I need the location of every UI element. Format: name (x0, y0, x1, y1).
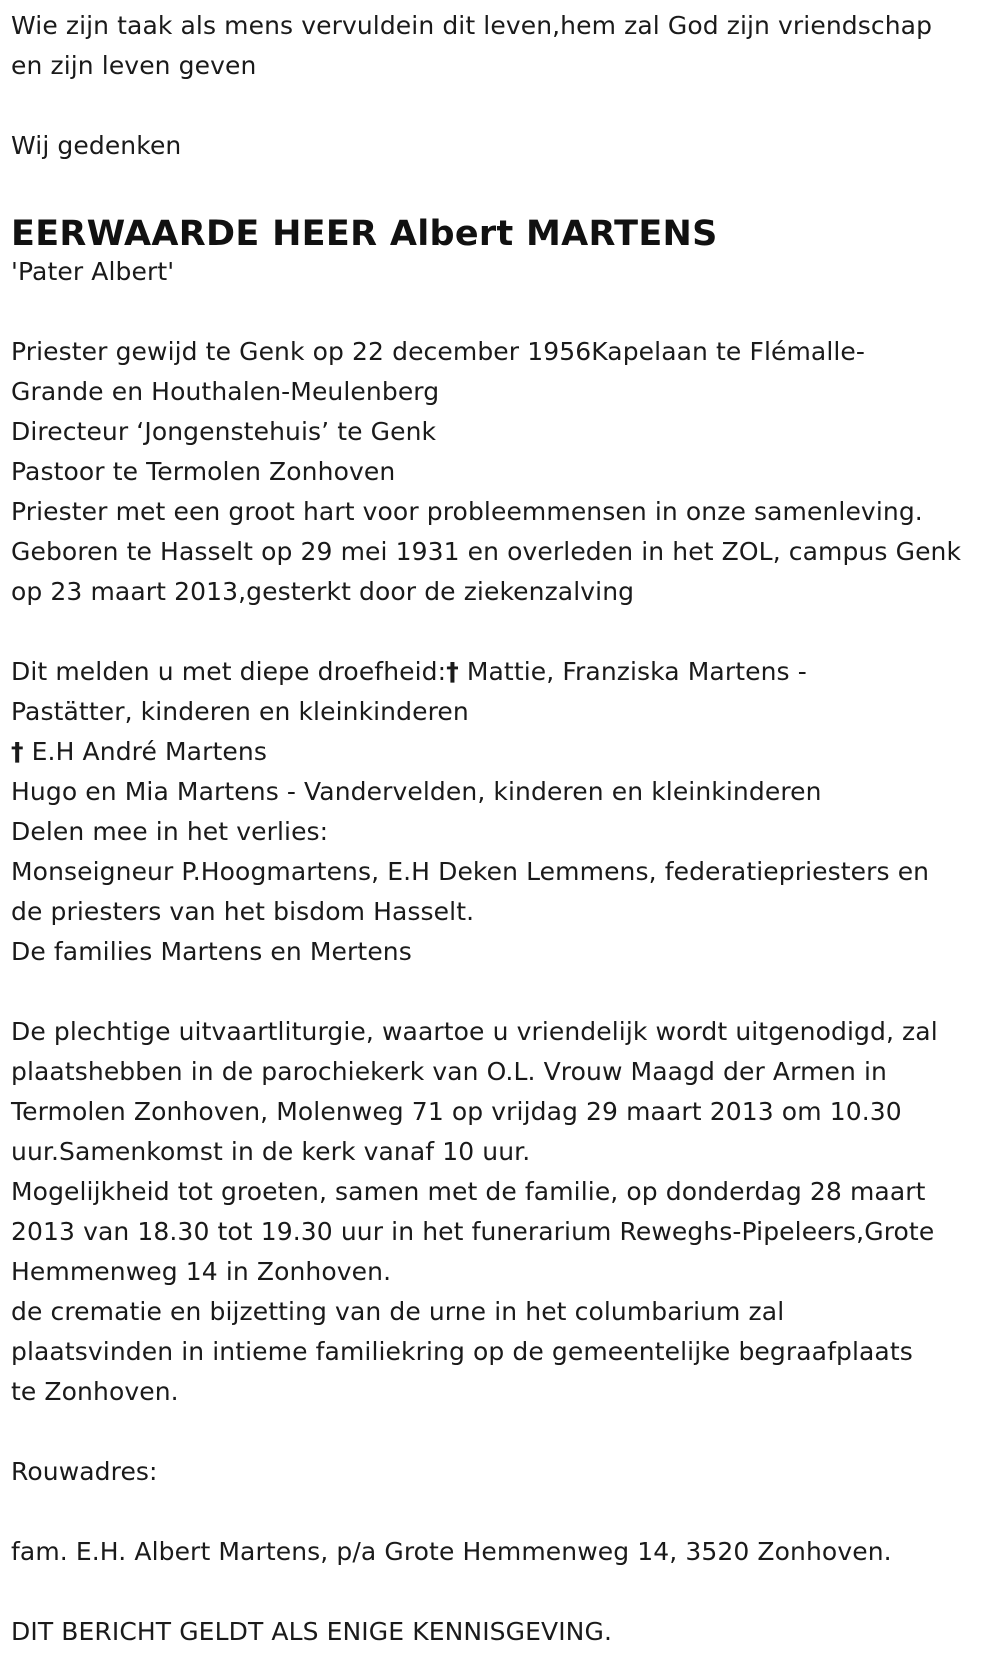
motto-line-2: en zijn leven geven (11, 51, 257, 80)
ceremony-line: 2013 van 18.30 tot 19.30 uur in het funerarium Reweghs-Pipeleers,Grote (11, 1217, 935, 1246)
spacer (11, 86, 990, 126)
spacer (11, 292, 990, 332)
cross-icon: † (446, 657, 459, 686)
ceremony-line: te Zonhoven. (11, 1377, 179, 1406)
family-member: Mattie, Franziska Martens - (458, 657, 807, 686)
spacer (11, 1572, 990, 1612)
ceremony-line: plaatshebben in de parochiekerk van O.L. Vrouw Maagd der Armen in (11, 1057, 887, 1086)
motto-line-1: Wie zijn taak als mens vervuldein dit leven,hem zal God zijn vriendschap (11, 11, 933, 40)
ceremony-line: Termolen Zonhoven, Molenweg 71 op vrijdag 29 maart 2013 om 10.30 (11, 1097, 902, 1126)
closing-text: DIT BERICHT GELDT ALS ENIGE KENNISGEVING. (11, 1617, 612, 1646)
cross-icon: † (11, 737, 24, 766)
family-line: Monseigneur P.Hoogmartens, E.H Deken Lemmens, federatiepriesters en (11, 857, 930, 886)
spacer (11, 972, 990, 1012)
family-line-3 (11, 732, 990, 772)
biography-line: Geboren te Hasselt op 29 mei 1931 en overleden in het ZOL, campus Genk (11, 537, 962, 566)
biography-line: Priester met een groot hart voor probleemmensen in onze samenleving. (11, 497, 923, 526)
ceremony-line: De plechtige uitvaartliturgie, waartoe u vriendelijk wordt uitgenodigd, zal (11, 1017, 938, 1046)
address-label: Rouwadres: (11, 1457, 158, 1486)
spacer (11, 166, 990, 206)
spacer (11, 1492, 990, 1532)
ceremony-line: Hemmenweg 14 in Zonhoven. (11, 1257, 392, 1286)
biography-line: Priester gewijd te Genk op 22 december 1956Kapelaan te Flémalle- (11, 337, 866, 366)
family-line: Delen mee in het verlies: (11, 817, 329, 846)
family-line-2: Pastätter, kinderen en kleinkinderen (11, 697, 469, 726)
ceremony-line: Mogelijkheid tot groeten, samen met de familie, op donderdag 28 maart (11, 1177, 926, 1206)
ceremony-line: uur.Samenkomst in de kerk vanaf 10 uur. (11, 1137, 531, 1166)
deceased-nickname: 'Pater Albert' (11, 257, 175, 286)
biography-line: Pastoor te Termolen Zonhoven (11, 457, 396, 486)
family-intro: Dit melden u met diepe droefheid: (11, 657, 447, 686)
deceased-name: EERWAARDE HEER Albert MARTENS (11, 214, 718, 254)
ceremony-line: de crematie en bijzetting van de urne in het columbarium zal (11, 1297, 785, 1326)
biography-line: Grande en Houthalen-Meulenberg (11, 377, 440, 406)
intro-text: Wij gedenken (11, 131, 182, 160)
spacer (11, 612, 990, 652)
address-text: fam. E.H. Albert Martens, p/a Grote Hemmenweg 14, 3520 Zonhoven. (11, 1537, 892, 1566)
family-line: De families Martens en Mertens (11, 937, 412, 966)
family-line-1 (11, 652, 990, 692)
family-line: Hugo en Mia Martens - Vandervelden, kinderen en kleinkinderen (11, 777, 822, 806)
spacer (11, 1412, 990, 1452)
family-line: de priesters van het bisdom Hasselt. (11, 897, 475, 926)
ceremony-line: plaatsvinden in intieme familiekring op de gemeentelijke begraafplaats (11, 1337, 913, 1366)
biography-line: op 23 maart 2013,gesterkt door de ziekenzalving (11, 577, 635, 606)
biography-line: Directeur ‘Jongenstehuis’ te Genk (11, 417, 437, 446)
family-member: E.H André Martens (23, 737, 267, 766)
